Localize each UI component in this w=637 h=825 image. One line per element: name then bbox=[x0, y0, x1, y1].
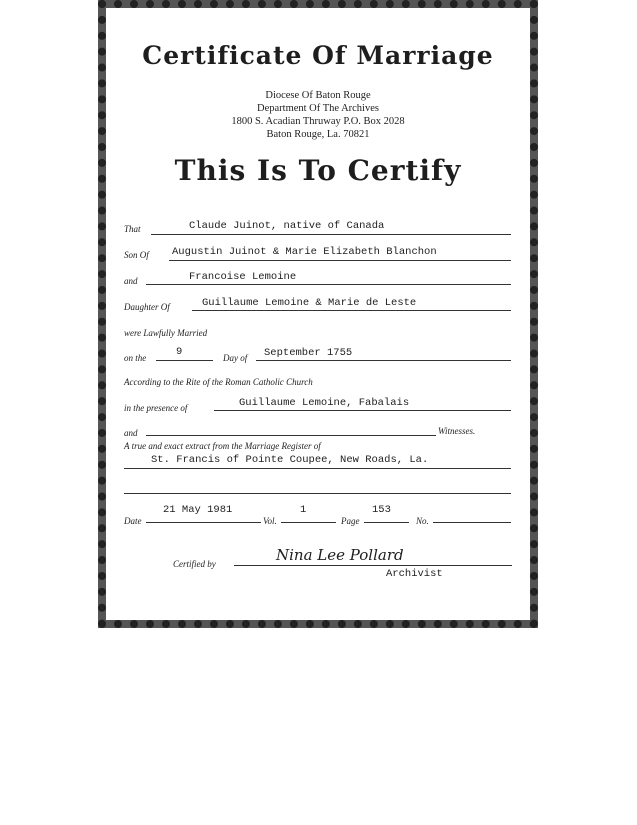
address-line-2: Department Of The Archives bbox=[257, 103, 379, 114]
rite-label: According to the Rite of the Roman Catholic Church bbox=[124, 377, 313, 387]
page-line bbox=[364, 522, 409, 523]
certify-heading: This Is To Certify bbox=[174, 154, 462, 187]
son-of-label: Son Of bbox=[124, 250, 149, 260]
page-value: 153 bbox=[372, 504, 391, 516]
on-the-label: on the bbox=[124, 353, 147, 363]
presence-line bbox=[214, 410, 511, 411]
daughter-of-line bbox=[192, 310, 511, 311]
date-label: Date bbox=[124, 516, 142, 526]
register-line bbox=[124, 468, 511, 469]
presence-value: Guillaume Lemoine, Fabalais bbox=[239, 397, 410, 409]
address-line-3: 1800 S. Acadian Thruway P.O. Box 2028 bbox=[231, 116, 405, 127]
that-line bbox=[151, 234, 511, 235]
certificate-body bbox=[106, 8, 530, 620]
son-of-line bbox=[169, 260, 511, 261]
signature-line bbox=[234, 565, 512, 566]
month-year-value: September 1755 bbox=[264, 347, 353, 359]
no-line bbox=[433, 522, 511, 523]
day-line bbox=[156, 360, 213, 361]
vol-label: Vol. bbox=[263, 516, 277, 526]
that-label: That bbox=[124, 224, 141, 234]
and-witness-label: and bbox=[124, 428, 138, 438]
certified-by-label: Certified by bbox=[173, 559, 216, 569]
certificate-title: Certificate Of Marriage bbox=[142, 41, 494, 70]
and-label: and bbox=[124, 276, 138, 286]
day-value: 9 bbox=[176, 346, 183, 358]
extract-label: A true and exact extract from the Marriage Register of bbox=[124, 441, 321, 451]
witnesses-label: Witnesses. bbox=[438, 426, 476, 436]
signature: Nina Lee Pollard bbox=[276, 546, 404, 564]
archivist-label: Archivist bbox=[386, 568, 443, 580]
address-line-1: Diocese Of Baton Rouge bbox=[265, 90, 371, 101]
date-value: 21 May 1981 bbox=[163, 504, 233, 516]
son-of-value: Augustin Juinot & Marie Elizabeth Blanchon bbox=[172, 246, 437, 258]
address-line-4: Baton Rouge, La. 70821 bbox=[266, 129, 370, 140]
vol-value: 1 bbox=[300, 504, 307, 516]
register-value: St. Francis of Pointe Coupee, New Roads, La. bbox=[151, 454, 429, 466]
vol-line bbox=[281, 522, 336, 523]
daughter-of-label: Daughter Of bbox=[124, 302, 170, 312]
married-label: were Lawfully Married bbox=[124, 328, 208, 338]
that-value: Claude Juinot, native of Canada bbox=[189, 220, 385, 232]
day-of-label: Day of bbox=[223, 353, 248, 363]
page-label: Page bbox=[341, 516, 360, 526]
witness-line bbox=[146, 435, 436, 436]
presence-label: in the presence of bbox=[124, 403, 188, 413]
date-line bbox=[146, 522, 261, 523]
and-line bbox=[146, 284, 511, 285]
daughter-of-value: Guillaume Lemoine & Marie de Leste bbox=[202, 297, 417, 309]
register-line-2 bbox=[124, 493, 511, 494]
certificate-border bbox=[98, 0, 538, 628]
no-label: No. bbox=[416, 516, 429, 526]
bride-value: Francoise Lemoine bbox=[189, 271, 297, 283]
month-line bbox=[256, 360, 511, 361]
